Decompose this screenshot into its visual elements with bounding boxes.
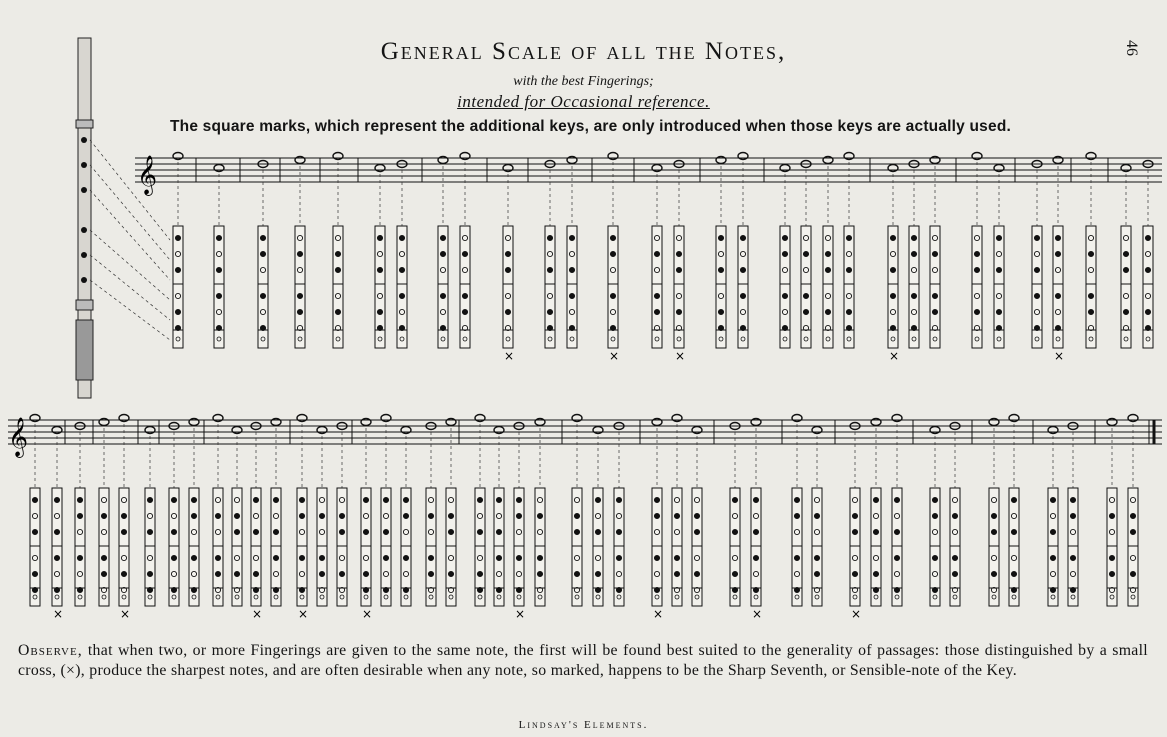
observe-text: that when two, or more Fingerings are given to the same note, the first will be found best suited to the generality of passages: those distinguished by a small cross, (×), produce the sharpest notes, and are often desirable when any note, so marked, happens to be the Sharp Seventh, or Sensible-note of the Key.: [18, 642, 1148, 679]
finger-hole: [782, 293, 787, 298]
finger-hole: [77, 497, 82, 502]
finger-hole: [852, 513, 857, 518]
finger-hole: [694, 571, 699, 576]
finger-hole: [319, 571, 324, 576]
cross-mark-icon: ×: [1054, 349, 1065, 363]
finger-hole: [740, 267, 745, 272]
finger-hole: [1130, 513, 1135, 518]
finger-hole: [234, 571, 239, 576]
finger-hole: [1088, 251, 1093, 256]
finger-hole: [996, 235, 1001, 240]
finger-hole: [794, 497, 799, 502]
finger-hole: [654, 251, 659, 256]
finger-hole: [1011, 571, 1016, 576]
finger-hole: [121, 571, 126, 576]
finger-hole: [610, 293, 615, 298]
finger-hole: [537, 513, 542, 518]
finger-hole: [335, 251, 340, 256]
finger-hole: [1055, 293, 1060, 298]
finger-hole: [654, 555, 659, 560]
finger-hole: [399, 235, 404, 240]
footer-credit: Lindsay's Elements.: [518, 719, 649, 731]
finger-hole: [260, 251, 265, 256]
finger-hole: [574, 513, 579, 518]
finger-hole: [448, 513, 453, 518]
finger-hole: [299, 497, 304, 502]
finger-hole: [595, 571, 600, 576]
finger-hole: [932, 497, 937, 502]
page-title: General Scale of all the Notes,: [380, 38, 787, 65]
finger-hole: [753, 497, 758, 502]
finger-hole: [440, 293, 445, 298]
finger-hole: [175, 309, 180, 314]
finger-hole: [1055, 235, 1060, 240]
finger-hole: [462, 309, 467, 314]
finger-hole: [569, 293, 574, 298]
finger-hole: [253, 529, 258, 534]
finger-hole: [676, 267, 681, 272]
finger-hole: [319, 513, 324, 518]
finger-hole: [890, 293, 895, 298]
finger-hole: [147, 571, 152, 576]
finger-hole: [1145, 309, 1150, 314]
finger-hole: [215, 555, 220, 560]
finger-hole: [428, 555, 433, 560]
finger-hole: [732, 529, 737, 534]
finger-hole: [911, 251, 916, 256]
finger-hole: [595, 497, 600, 502]
finger-hole: [1070, 497, 1075, 502]
cross-mark-icon: ×: [675, 349, 686, 363]
finger-hole: [1109, 513, 1114, 518]
finger-hole: [952, 571, 957, 576]
cross-mark-icon: ×: [504, 349, 515, 363]
finger-hole: [215, 571, 220, 576]
staff-upper: [135, 158, 1162, 182]
finger-hole: [894, 555, 899, 560]
finger-hole: [216, 293, 221, 298]
finger-hole: [1070, 513, 1075, 518]
finger-hole: [1145, 235, 1150, 240]
cross-mark-icon: ×: [252, 607, 263, 621]
finger-hole: [674, 571, 679, 576]
finger-hole: [894, 497, 899, 502]
finger-hole: [616, 529, 621, 534]
observe-lead: Observe,: [18, 642, 83, 659]
finger-hole: [1088, 293, 1093, 298]
finger-hole: [234, 529, 239, 534]
finger-hole: [814, 571, 819, 576]
finger-hole: [32, 497, 37, 502]
finger-hole: [260, 235, 265, 240]
finger-hole: [175, 235, 180, 240]
finger-hole: [335, 267, 340, 272]
finger-hole: [932, 293, 937, 298]
finger-hole: [1034, 293, 1039, 298]
finger-hole: [399, 293, 404, 298]
cross-mark-icon: ×: [362, 607, 373, 621]
finger-hole: [569, 235, 574, 240]
cross-mark-icon: ×: [120, 607, 131, 621]
finger-hole: [273, 529, 278, 534]
cross-mark-icon: ×: [653, 607, 664, 621]
finger-hole: [782, 235, 787, 240]
treble-clef-icon: 𝄞: [137, 155, 158, 195]
finger-hole: [654, 293, 659, 298]
finger-hole: [932, 251, 937, 256]
finger-hole: [297, 293, 302, 298]
finger-hole: [297, 251, 302, 256]
finger-hole: [496, 529, 501, 534]
finger-hole: [377, 267, 382, 272]
finger-hole: [991, 513, 996, 518]
cross-mark-icon: ×: [889, 349, 900, 363]
finger-hole: [32, 571, 37, 576]
finger-hole: [147, 529, 152, 534]
finger-hole: [991, 529, 996, 534]
finger-hole: [825, 251, 830, 256]
finger-hole: [260, 293, 265, 298]
finger-hole: [171, 497, 176, 502]
finger-hole: [253, 497, 258, 502]
page-number: 46: [1123, 40, 1140, 56]
finger-hole: [234, 513, 239, 518]
finger-hole: [428, 513, 433, 518]
finger-hole: [215, 513, 220, 518]
finger-hole: [610, 251, 615, 256]
finger-hole: [873, 571, 878, 576]
finger-hole: [191, 555, 196, 560]
finger-hole: [399, 267, 404, 272]
finger-hole: [911, 293, 916, 298]
finger-hole: [477, 497, 482, 502]
finger-hole: [890, 235, 895, 240]
finger-hole: [171, 555, 176, 560]
finger-hole: [753, 555, 758, 560]
finger-hole: [147, 497, 152, 502]
finger-hole: [547, 309, 552, 314]
finger-hole: [574, 571, 579, 576]
observe-paragraph: [18, 641, 1148, 681]
finger-hole: [852, 529, 857, 534]
finger-hole: [477, 529, 482, 534]
finger-hole: [191, 513, 196, 518]
finger-hole: [732, 571, 737, 576]
finger-hole: [873, 529, 878, 534]
finger-hole: [753, 529, 758, 534]
finger-hole: [403, 497, 408, 502]
finger-hole: [996, 267, 1001, 272]
finger-hole: [595, 529, 600, 534]
finger-hole: [654, 309, 659, 314]
finger-hole: [101, 555, 106, 560]
cross-mark-icon: ×: [609, 349, 620, 363]
finger-hole: [1034, 235, 1039, 240]
finger-hole: [674, 513, 679, 518]
finger-hole: [1050, 497, 1055, 502]
finger-hole: [794, 513, 799, 518]
finger-hole: [339, 529, 344, 534]
finger-hole: [299, 555, 304, 560]
finger-hole: [1130, 529, 1135, 534]
finger-hole: [991, 571, 996, 576]
finger-hole: [952, 513, 957, 518]
finger-hole: [654, 513, 659, 518]
cross-mark-icon: ×: [53, 607, 64, 621]
finger-hole: [363, 529, 368, 534]
finger-hole: [610, 235, 615, 240]
subtitle-occasional: intended for Occasional reference.: [457, 92, 710, 111]
finger-hole: [616, 555, 621, 560]
finger-hole: [694, 513, 699, 518]
finger-hole: [1109, 555, 1114, 560]
finger-hole: [718, 267, 723, 272]
flute-icon: [76, 38, 93, 398]
finger-hole: [505, 251, 510, 256]
finger-hole: [1011, 497, 1016, 502]
finger-hole: [1070, 555, 1075, 560]
finger-hole: [740, 293, 745, 298]
finger-hole: [846, 235, 851, 240]
subtitle: with the best Fingerings;: [513, 74, 654, 89]
finger-hole: [952, 555, 957, 560]
finger-hole: [297, 309, 302, 314]
finger-hole: [1088, 309, 1093, 314]
finger-hole: [171, 529, 176, 534]
finger-hole: [676, 251, 681, 256]
finger-hole: [363, 497, 368, 502]
finger-hole: [803, 309, 808, 314]
finger-hole: [216, 235, 221, 240]
finger-hole: [516, 513, 521, 518]
finger-hole: [516, 497, 521, 502]
finger-hole: [814, 555, 819, 560]
finger-hole: [1130, 571, 1135, 576]
finger-hole: [273, 497, 278, 502]
finger-hole: [732, 497, 737, 502]
finger-hole: [383, 497, 388, 502]
finger-hole: [121, 529, 126, 534]
finger-hole: [873, 497, 878, 502]
treble-clef-icon: 𝄞: [8, 417, 29, 457]
finger-hole: [803, 251, 808, 256]
finger-hole: [1011, 529, 1016, 534]
finger-hole: [448, 529, 453, 534]
finger-hole: [1109, 571, 1114, 576]
finger-hole: [674, 555, 679, 560]
finger-hole: [890, 267, 895, 272]
finger-hole: [932, 555, 937, 560]
finger-hole: [825, 267, 830, 272]
finger-hole: [377, 309, 382, 314]
finger-hole: [676, 309, 681, 314]
finger-hole: [299, 513, 304, 518]
finger-hole: [974, 267, 979, 272]
finger-hole: [996, 309, 1001, 314]
finger-hole: [496, 497, 501, 502]
finger-hole: [462, 293, 467, 298]
finger-hole: [216, 267, 221, 272]
finger-hole: [77, 513, 82, 518]
finger-hole: [516, 555, 521, 560]
finger-hole: [547, 267, 552, 272]
finger-hole: [462, 251, 467, 256]
finger-hole: [740, 235, 745, 240]
finger-hole: [718, 309, 723, 314]
finger-hole: [1123, 251, 1128, 256]
finger-hole: [440, 251, 445, 256]
finger-hole: [794, 555, 799, 560]
finger-hole: [825, 309, 830, 314]
finger-hole: [932, 513, 937, 518]
finger-hole: [569, 267, 574, 272]
finger-hole: [803, 293, 808, 298]
finger-hole: [1145, 267, 1150, 272]
finger-hole: [1055, 251, 1060, 256]
finger-hole: [383, 555, 388, 560]
finger-hole: [547, 235, 552, 240]
finger-hole: [32, 529, 37, 534]
finger-hole: [440, 235, 445, 240]
finger-hole: [911, 235, 916, 240]
finger-hole: [654, 497, 659, 502]
finger-hole: [852, 571, 857, 576]
finger-hole: [1034, 267, 1039, 272]
finger-hole: [175, 267, 180, 272]
finger-hole: [846, 267, 851, 272]
finger-hole: [191, 497, 196, 502]
finger-hole: [846, 309, 851, 314]
finger-hole: [319, 555, 324, 560]
finger-hole: [718, 235, 723, 240]
finger-hole: [54, 529, 59, 534]
finger-hole: [339, 513, 344, 518]
finger-hole: [363, 571, 368, 576]
finger-hole: [339, 571, 344, 576]
finger-hole: [496, 555, 501, 560]
cross-mark-icon: ×: [752, 607, 763, 621]
cross-mark-icon: ×: [851, 607, 862, 621]
finger-hole: [782, 251, 787, 256]
finger-hole: [335, 309, 340, 314]
finger-hole: [574, 529, 579, 534]
finger-hole: [477, 571, 482, 576]
finger-hole: [616, 497, 621, 502]
finger-hole: [932, 309, 937, 314]
finger-hole: [54, 497, 59, 502]
finger-hole: [428, 571, 433, 576]
finger-hole: [101, 513, 106, 518]
finger-hole: [383, 529, 388, 534]
finger-hole: [894, 529, 899, 534]
finger-hole: [537, 571, 542, 576]
finger-hole: [694, 529, 699, 534]
finger-hole: [273, 555, 278, 560]
finger-hole: [537, 555, 542, 560]
finger-hole: [101, 571, 106, 576]
finger-hole: [253, 571, 258, 576]
finger-hole: [77, 555, 82, 560]
finger-hole: [121, 513, 126, 518]
finger-hole: [974, 251, 979, 256]
finger-hole: [1050, 555, 1055, 560]
finger-hole: [814, 513, 819, 518]
finger-hole: [377, 235, 382, 240]
cross-mark-icon: ×: [298, 607, 309, 621]
finger-hole: [505, 267, 510, 272]
cross-mark-icon: ×: [515, 607, 526, 621]
finger-hole: [974, 309, 979, 314]
finger-hole: [403, 555, 408, 560]
fingering-chart-icon: [30, 153, 1153, 622]
finger-hole: [448, 571, 453, 576]
finger-hole: [403, 513, 408, 518]
square-marks-note: The square marks, which represent the additional keys, are only introduced when those keys are actually used.: [170, 118, 1011, 135]
finger-hole: [1050, 529, 1055, 534]
finger-hole: [54, 555, 59, 560]
finger-hole: [1123, 267, 1128, 272]
finger-hole: [505, 309, 510, 314]
finger-hole: [1123, 309, 1128, 314]
